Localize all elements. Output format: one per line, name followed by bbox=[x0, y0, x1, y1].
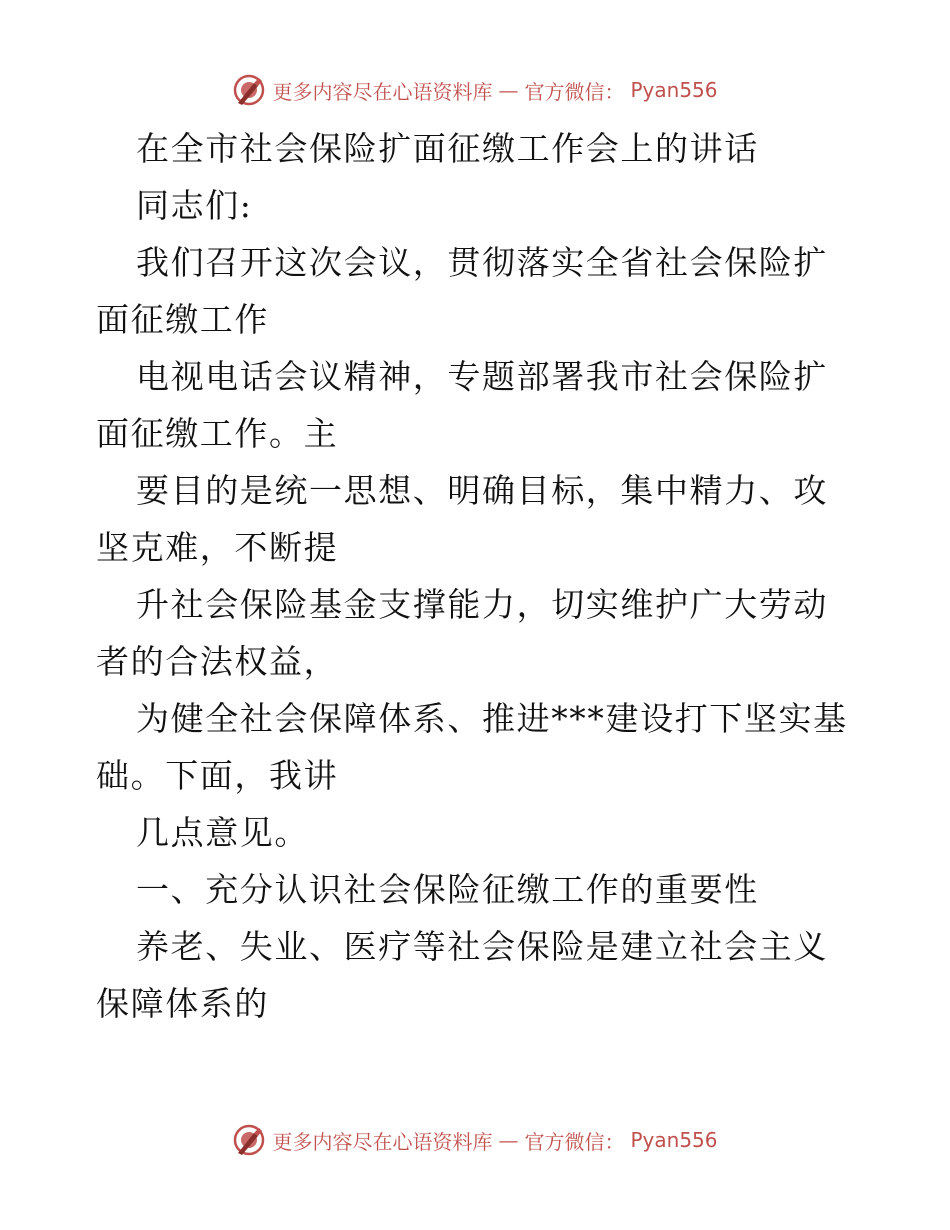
document-title: 在全市社会保险扩面征缴工作会上的讲话 bbox=[136, 129, 759, 168]
pen-logo-icon bbox=[232, 73, 266, 107]
watermark-label: 官方微信： bbox=[524, 79, 625, 104]
watermark-dash: — bbox=[498, 78, 519, 102]
watermark-id: Pyan556 bbox=[630, 78, 718, 102]
paragraph: 电视电话会议精神，专题部署我市社会保险扩面征缴工作。主 bbox=[96, 357, 828, 453]
watermark-dash: — bbox=[498, 1128, 519, 1152]
pen-logo-icon bbox=[232, 1123, 266, 1157]
watermark-id: Pyan556 bbox=[630, 1128, 718, 1152]
paragraph: 几点意见。 bbox=[136, 813, 309, 852]
paragraph: 要目的是统一思想、明确目标，集中精力、攻坚克难，不断提 bbox=[96, 471, 828, 567]
header-watermark bbox=[0, 70, 950, 110]
footer-watermark bbox=[0, 1120, 950, 1160]
document-body bbox=[96, 120, 856, 1032]
paragraph: 升社会保险基金支撑能力，切实维护广大劳动者的合法权益， bbox=[96, 585, 828, 681]
section-heading: 一、充分认识社会保险征缴工作的重要性 bbox=[136, 870, 759, 909]
watermark-label: 官方微信： bbox=[524, 1129, 625, 1154]
watermark-text: 更多内容尽在心语资料库 bbox=[272, 79, 493, 104]
paragraph: 养老、失业、医疗等社会保险是建立社会主义保障体系的 bbox=[96, 927, 828, 1023]
paragraph: 我们召开这次会议，贯彻落实全省社会保险扩面征缴工作 bbox=[96, 243, 828, 339]
watermark-text: 更多内容尽在心语资料库 bbox=[272, 1129, 493, 1154]
paragraph: 为健全社会保障体系、推进***建设打下坚实基础。下面，我讲 bbox=[96, 699, 848, 795]
salutation: 同志们: bbox=[136, 186, 253, 225]
